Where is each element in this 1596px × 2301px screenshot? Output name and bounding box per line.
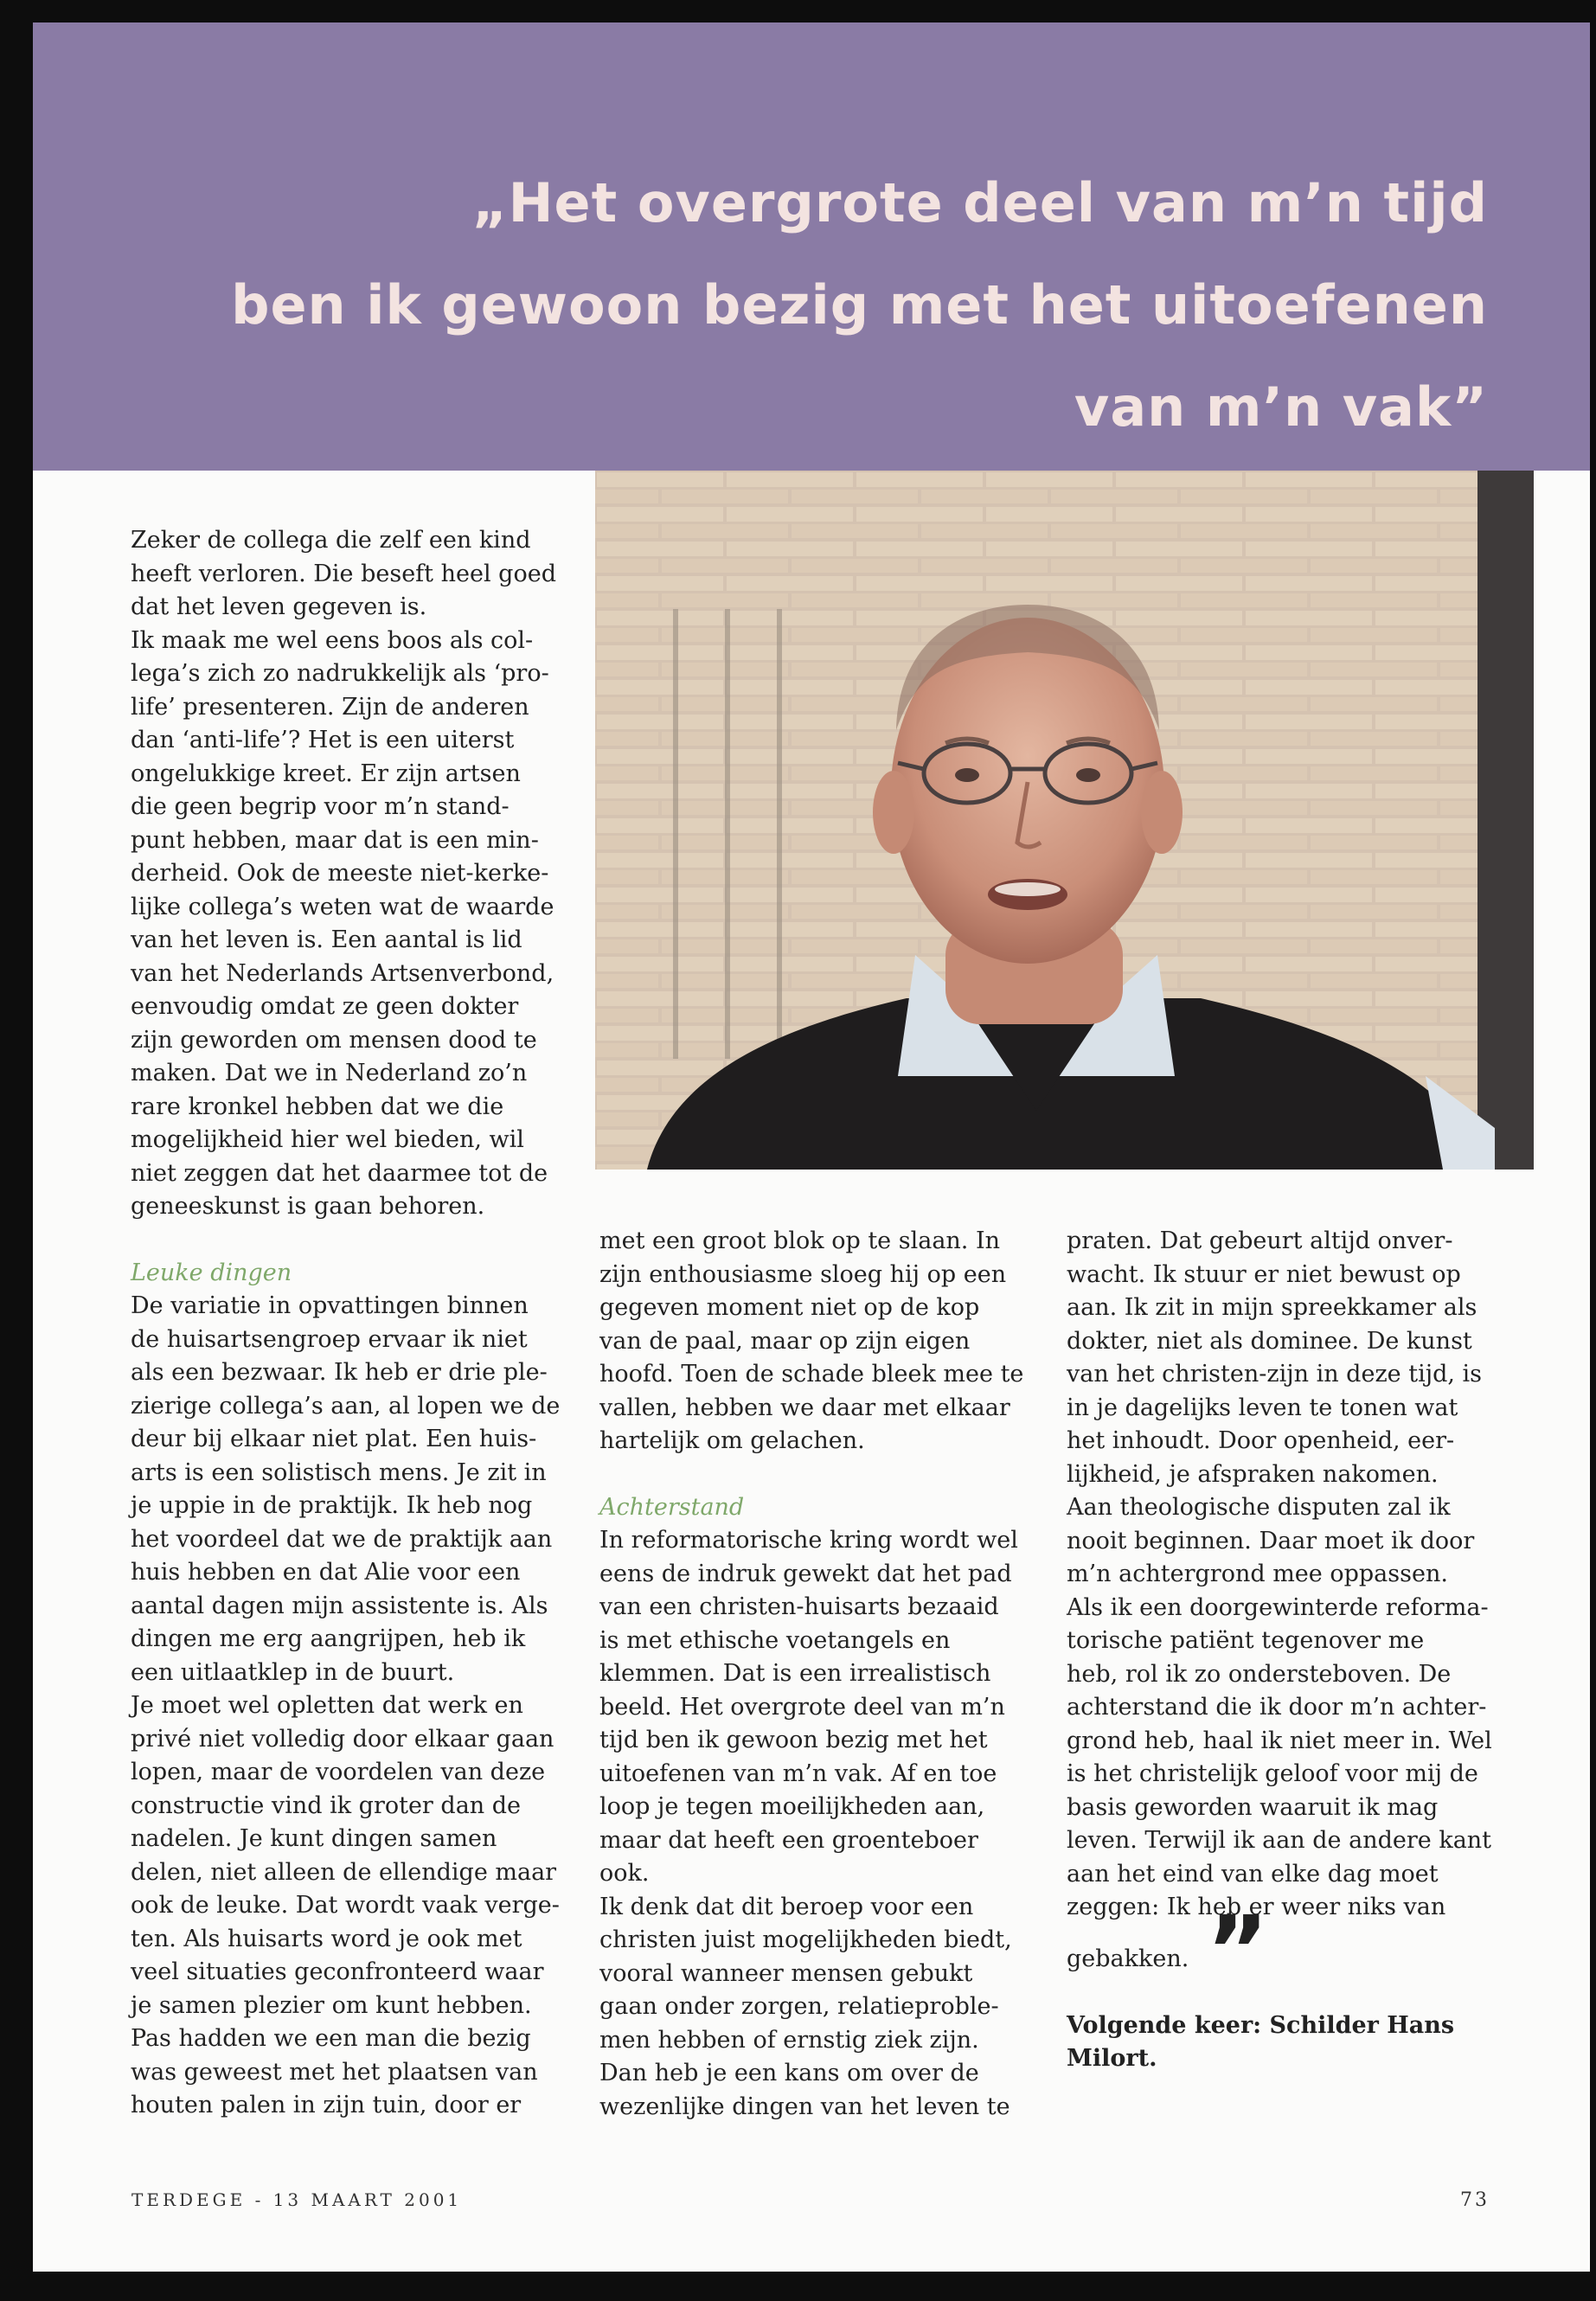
text-line: klemmen. Dat is een irrealistisch bbox=[599, 1660, 991, 1687]
headline-line: ben ik gewoon bezig met het uitoefenen bbox=[231, 273, 1488, 336]
text-line: In reformatorische kring wordt wel bbox=[599, 1527, 1018, 1554]
text-line: eenvoudig omdat ze geen dokter bbox=[131, 993, 519, 1020]
col2-paragraph-1 bbox=[599, 1225, 1049, 1458]
text-line: men hebben of ernstig ziek zijn. bbox=[599, 2026, 979, 2054]
column-2 bbox=[599, 1225, 1049, 2124]
text-line: nooit beginnen. Daar moet ik door bbox=[1067, 1527, 1475, 1554]
text-line: ook. bbox=[599, 1860, 650, 1887]
text-line: praten. Dat gebeurt altijd onver- bbox=[1067, 1227, 1453, 1254]
page-number: 73 bbox=[1460, 2189, 1490, 2211]
text-line: dingen me erg aangrijpen, heb ik bbox=[131, 1625, 526, 1652]
text-line: wacht. Ik stuur er niet bewust op bbox=[1067, 1260, 1461, 1288]
text-line: privé niet volledig door elkaar gaan bbox=[131, 1725, 554, 1753]
text-line: lopen, maar de voordelen van deze bbox=[131, 1759, 546, 1785]
headline-line: van m’n vak” bbox=[1074, 375, 1488, 439]
text-line: gaan onder zorgen, relatieproble- bbox=[599, 1993, 999, 2020]
subheading-achterstand: Achterstand bbox=[599, 1493, 745, 1521]
text-line: gegeven moment niet op de kop bbox=[599, 1294, 980, 1321]
next-time-note bbox=[1067, 2009, 1534, 2076]
closing-quote-mark: ” bbox=[1206, 1894, 1269, 2006]
text-line: m’n achtergrond mee oppassen. bbox=[1067, 1561, 1448, 1587]
text-line: van het Nederlands Artsenverbond, bbox=[131, 959, 554, 987]
text-line: van een christen-huisarts bezaaid bbox=[599, 1593, 999, 1620]
column-1 bbox=[131, 524, 606, 2123]
headline-line: „Het overgrote deel van m’n tijd bbox=[471, 171, 1488, 234]
col1-paragraph-2 bbox=[131, 1290, 606, 2123]
subheading-leuke-dingen: Leuke dingen bbox=[131, 1259, 292, 1286]
text-line: maar dat heeft een groenteboer bbox=[599, 1826, 978, 1854]
text-line: dan ‘anti-life’? Het is een uiterst bbox=[131, 727, 515, 753]
text-line: die geen begrip voor m’n stand- bbox=[131, 793, 510, 820]
text-line: Milort. bbox=[1067, 2045, 1157, 2072]
text-line: Dan heb je een kans om over de bbox=[599, 2060, 979, 2086]
text-line: hoofd. Toen de schade bleek mee te bbox=[599, 1361, 1024, 1388]
col3-paragraph bbox=[1067, 1225, 1534, 2006]
text-line: was geweest met het plaatsen van bbox=[131, 2058, 538, 2086]
footer-publication: TERDEGE - 13 MAART 2001 bbox=[131, 2189, 463, 2210]
header-band bbox=[33, 22, 1590, 471]
text-line: lega’s zich zo nadrukkelijk als ‘pro- bbox=[131, 660, 549, 687]
text-line: uitoefenen van m’n vak. Af en toe bbox=[599, 1759, 997, 1787]
last-line-text: gebakken. bbox=[1067, 1945, 1189, 1972]
text-line: De variatie in opvattingen binnen bbox=[131, 1292, 529, 1319]
text-line: wezenlijke dingen van het leven te bbox=[599, 2093, 1010, 2120]
text-line: Aan theologische disputen zal ik bbox=[1067, 1494, 1451, 1521]
text-line: is met ethische voetangels en bbox=[599, 1626, 951, 1654]
text-line: lijke collega’s weten wat de waarde bbox=[131, 893, 554, 920]
text-line: met een groot blok op te slaan. In bbox=[599, 1227, 1001, 1254]
text-line: deur bij elkaar niet plat. Een huis- bbox=[131, 1426, 537, 1452]
text-line: vooral wanneer mensen gebukt bbox=[599, 1959, 973, 1987]
text-line: achterstand die ik door m’n achter- bbox=[1067, 1694, 1487, 1721]
text-line: van het christen-zijn in deze tijd, is bbox=[1067, 1361, 1483, 1388]
text-line: christen juist mogelijkheden biedt, bbox=[599, 1926, 1012, 1953]
text-line: heeft verloren. Die beseft heel goed bbox=[131, 560, 556, 587]
text-line: veel situaties geconfronteerd waar bbox=[131, 1958, 544, 1985]
text-line: van het leven is. Een aantal is lid bbox=[131, 926, 522, 953]
text-line: hartelijk om gelachen. bbox=[599, 1427, 865, 1454]
text-line: in je dagelijks leven te tonen wat bbox=[1067, 1394, 1458, 1421]
text-line: dat het leven gegeven is. bbox=[131, 593, 427, 620]
text-line: is het christelijk geloof voor mij de bbox=[1067, 1760, 1478, 1787]
text-line: aan. Ik zit in mijn spreekkamer als bbox=[1067, 1294, 1477, 1321]
text-line: Ik maak me wel eens boos als col- bbox=[131, 626, 534, 654]
text-line: Ik denk dat dit beroep voor een bbox=[599, 1893, 974, 1920]
text-line: delen, niet alleen de ellendige maar bbox=[131, 1858, 557, 1886]
text-line: je uppie in de praktijk. Ik heb nog bbox=[131, 1492, 533, 1519]
col1-paragraph-1 bbox=[131, 524, 606, 1224]
text-line: van de paal, maar op zijn eigen bbox=[599, 1327, 971, 1355]
text-line: vallen, hebben we daar met elkaar bbox=[599, 1394, 1010, 1421]
text-line: constructie vind ik groter dan de bbox=[131, 1791, 522, 1819]
text-line: lijkheid, je afspraken nakomen. bbox=[1067, 1460, 1439, 1488]
text-line: zierige collega’s aan, al lopen we de bbox=[131, 1392, 561, 1420]
text-line: als een bezwaar. Ik heb er drie ple- bbox=[131, 1359, 548, 1386]
text-line: basis geworden waaruit ik mag bbox=[1067, 1793, 1439, 1821]
text-line: Pas hadden we een man die bezig bbox=[131, 2025, 531, 2052]
text-line: zijn enthousiasme sloeg hij op een bbox=[599, 1260, 1007, 1288]
text-line: Je moet wel opletten dat werk en bbox=[131, 1692, 523, 1719]
pull-quote-headline bbox=[33, 152, 1488, 458]
text-line: nadelen. Je kunt dingen samen bbox=[131, 1825, 497, 1852]
text-line: maken. Dat we in Nederland zo’n bbox=[131, 1060, 528, 1086]
col2-paragraph-2 bbox=[599, 1524, 1049, 2124]
text-line: mogelijkheid hier wel bieden, wil bbox=[131, 1126, 524, 1153]
magazine-page bbox=[33, 22, 1590, 2272]
text-line: tijd ben ik gewoon bezig met het bbox=[599, 1727, 988, 1753]
text-line: aan het eind van elke dag moet bbox=[1067, 1860, 1439, 1888]
text-line: Zeker de collega die zelf een kind bbox=[131, 527, 531, 554]
text-line: je samen plezier om kunt hebben. bbox=[131, 1991, 532, 2019]
text-line: zeggen: Ik heb er weer niks van bbox=[1067, 1894, 1446, 1920]
text-line: niet zeggen dat het daarmee tot de bbox=[131, 1159, 548, 1187]
text-line: rare kronkel hebben dat we die bbox=[131, 1093, 504, 1120]
text-line: zijn geworden om mensen dood te bbox=[131, 1026, 537, 1054]
text-line: houten palen in zijn tuin, door er bbox=[131, 2092, 522, 2118]
text-line: ongelukkige kreet. Er zijn artsen bbox=[131, 760, 521, 787]
text-line: ten. Als huisarts word je ook met bbox=[131, 1925, 522, 1952]
text-line: eens de indruk gewekt dat het pad bbox=[599, 1560, 1012, 1587]
text-line: het inhoudt. Door openheid, eer- bbox=[1067, 1427, 1455, 1454]
portrait-illustration bbox=[595, 471, 1534, 1170]
text-line: Als ik een doorgewinterde reforma- bbox=[1067, 1593, 1489, 1621]
text-line: loop je tegen moeilijkheden aan, bbox=[599, 1793, 985, 1820]
text-line: leven. Terwijl ik aan de andere kant bbox=[1067, 1827, 1492, 1854]
text-line: beeld. Het overgrote deel van m’n bbox=[599, 1693, 1005, 1721]
text-line: Volgende keer: Schilder Hans bbox=[1067, 2011, 1455, 2039]
text-line: dokter, niet als dominee. De kunst bbox=[1067, 1327, 1472, 1355]
text-line: arts is een solistisch mens. Je zit in bbox=[131, 1458, 547, 1486]
text-line: punt hebben, maar dat is een min- bbox=[131, 826, 539, 854]
text-line: heb, rol ik zo ondersteboven. De bbox=[1067, 1660, 1452, 1688]
text-line: het voordeel dat we de praktijk aan bbox=[131, 1525, 553, 1553]
text-line: de huisartsengroep ervaar ik niet bbox=[131, 1325, 528, 1353]
text-line: aantal dagen mijn assistente is. Als bbox=[131, 1592, 548, 1619]
text-line: een uitlaatklep in de buurt. bbox=[131, 1658, 455, 1686]
text-line: huis hebben en dat Alie voor een bbox=[131, 1559, 521, 1586]
text-line: derheid. Ook de meeste niet-kerke- bbox=[131, 860, 549, 887]
text-line: grond heb, haal ik niet meer in. Wel bbox=[1067, 1727, 1492, 1754]
text-line: geneeskunst is gaan behoren. bbox=[131, 1193, 485, 1220]
portrait-photo bbox=[595, 471, 1534, 1170]
text-line: life’ presenteren. Zijn de anderen bbox=[131, 693, 529, 721]
text-line: ook de leuke. Dat wordt vaak verge- bbox=[131, 1892, 560, 1919]
text-line: torische patiënt tegenover me bbox=[1067, 1627, 1425, 1654]
column-3 bbox=[1067, 1225, 1534, 2076]
